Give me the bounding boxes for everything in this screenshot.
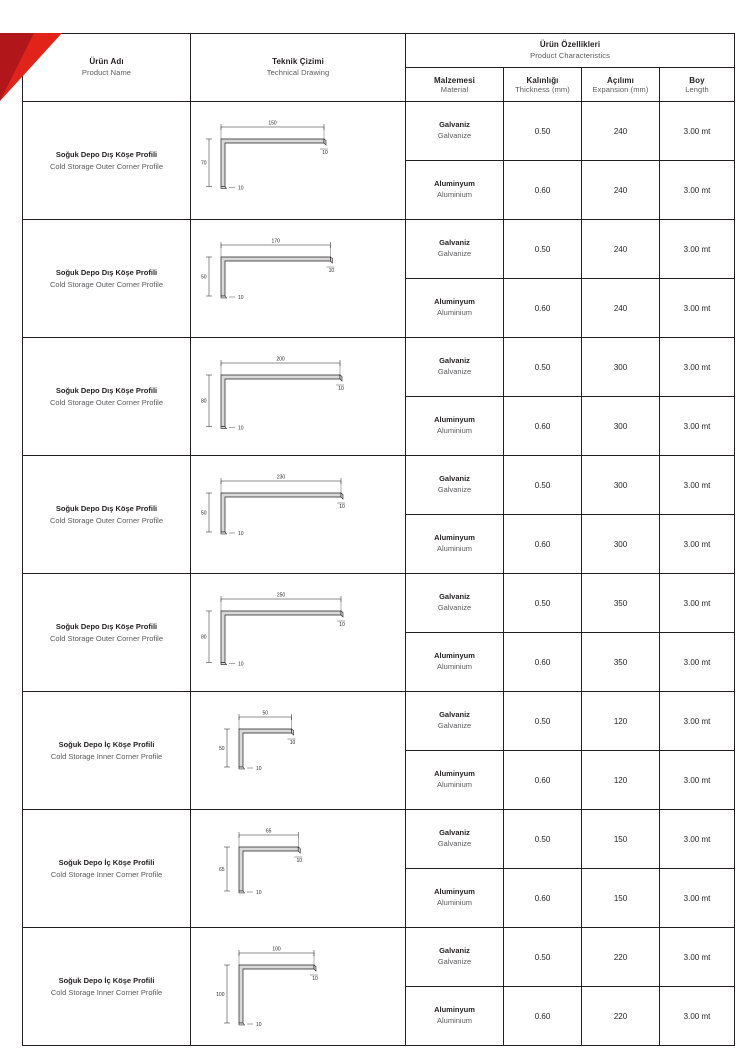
material-label-en: Aluminium (436, 190, 472, 199)
material-cell (406, 515, 504, 574)
product-name-cell (23, 692, 191, 810)
header-material-en: Material (440, 84, 469, 94)
table-row (23, 102, 735, 161)
header-length (660, 68, 735, 102)
svg-text:10: 10 (238, 530, 244, 537)
material-cell (406, 102, 504, 161)
length-value: 3.00 mt (660, 397, 735, 456)
expansion-value: 350 (582, 633, 660, 692)
header-thickness (504, 68, 582, 102)
product-name-tr: Soğuk Depo Dış Köşe Profili (55, 622, 158, 632)
material-cell (406, 692, 504, 751)
table-row (23, 810, 735, 869)
material-cell (406, 633, 504, 692)
thickness-value: 0.60 (504, 397, 582, 456)
product-name-en: Cold Storage Inner Corner Profile (50, 869, 163, 879)
expansion-value: 150 (582, 810, 660, 869)
product-name-tr: Soğuk Depo Dış Köşe Profili (55, 268, 158, 278)
material-cell (406, 810, 504, 869)
header-length-tr: Boy (689, 75, 705, 85)
thickness-value: 0.60 (504, 161, 582, 220)
thickness-value: 0.60 (504, 279, 582, 338)
thickness-value: 0.50 (504, 220, 582, 279)
expansion-value: 220 (582, 987, 660, 1046)
product-name-tr: Soğuk Depo İç Köşe Profili (58, 740, 155, 750)
red-corner-decoration (0, 33, 62, 101)
product-specifications-table (22, 33, 735, 1046)
header-technical-drawing (191, 34, 406, 102)
svg-text:150: 150 (268, 120, 277, 126)
svg-text:10: 10 (322, 149, 328, 156)
table-body (23, 102, 735, 1046)
header-characteristics-tr: Ürün Özellikleri (539, 40, 601, 50)
product-name-tr: Soğuk Depo İç Köşe Profili (58, 858, 155, 868)
thickness-value: 0.60 (504, 515, 582, 574)
material-label-en: Galvanize (437, 249, 472, 258)
svg-text:100: 100 (272, 946, 281, 952)
svg-text:250: 250 (276, 592, 286, 598)
length-value: 3.00 mt (660, 161, 735, 220)
material-label-tr: Aluminyum (434, 887, 475, 897)
profile-drawing (191, 457, 404, 573)
material-label-tr: Galvaniz (439, 356, 470, 366)
expansion-value: 300 (582, 338, 660, 397)
material-label-tr: Aluminyum (434, 769, 475, 779)
profile-drawing (191, 575, 404, 691)
length-value: 3.00 mt (660, 456, 735, 515)
svg-text:10: 10 (338, 385, 344, 392)
header-characteristics-en: Product Characteristics (530, 50, 610, 60)
header-material (406, 68, 504, 102)
product-name-en: Cold Storage Outer Corner Profile (50, 161, 163, 171)
svg-text:10: 10 (256, 765, 262, 772)
product-name-en: Cold Storage Outer Corner Profile (50, 279, 163, 289)
material-label-tr: Aluminyum (434, 297, 475, 307)
material-label-en: Aluminium (436, 780, 472, 789)
material-label-tr: Galvaniz (439, 946, 470, 956)
svg-text:10: 10 (328, 267, 335, 274)
material-label-en: Aluminium (436, 426, 472, 435)
material-cell (406, 928, 504, 987)
svg-text:80: 80 (200, 398, 207, 405)
expansion-value: 150 (582, 869, 660, 928)
expansion-value: 350 (582, 574, 660, 633)
product-name-cell (23, 456, 191, 574)
red-triangle-dark (0, 33, 34, 101)
header-expansion (582, 68, 660, 102)
material-cell (406, 397, 504, 456)
product-name-tr: Soğuk Depo Dış Köşe Profili (55, 386, 158, 396)
material-cell (406, 279, 504, 338)
length-value: 3.00 mt (660, 751, 735, 810)
expansion-value: 120 (582, 692, 660, 751)
material-label-en: Galvanize (437, 485, 472, 494)
svg-text:10: 10 (238, 425, 244, 432)
header-product-characteristics (406, 34, 735, 68)
expansion-value: 220 (582, 928, 660, 987)
material-label-tr: Galvaniz (439, 120, 470, 130)
thickness-value: 0.50 (504, 810, 582, 869)
product-name-en: Cold Storage Outer Corner Profile (50, 397, 163, 407)
profile-drawing (191, 929, 404, 1045)
header-product-name-tr: Ürün Adı (89, 57, 124, 67)
expansion-value: 120 (582, 751, 660, 810)
svg-text:10: 10 (339, 503, 345, 510)
material-label-tr: Galvaniz (439, 710, 470, 720)
material-cell (406, 751, 504, 810)
length-value: 3.00 mt (660, 279, 735, 338)
header-technical-drawing-en: Technical Drawing (266, 67, 330, 77)
expansion-value: 240 (582, 279, 660, 338)
svg-text:10: 10 (312, 975, 318, 982)
table-row (23, 220, 735, 279)
technical-drawing-cell (191, 338, 406, 456)
technical-drawing-cell (191, 692, 406, 810)
expansion-value: 240 (582, 161, 660, 220)
svg-text:10: 10 (256, 889, 262, 896)
expansion-value: 300 (582, 456, 660, 515)
header-thickness-en: Thickness (mm) (515, 84, 570, 94)
length-value: 3.00 mt (660, 515, 735, 574)
table-row (23, 928, 735, 987)
svg-text:10: 10 (339, 621, 345, 628)
product-name-en: Cold Storage Inner Corner Profile (50, 987, 163, 997)
material-label-en: Aluminium (436, 662, 472, 671)
technical-drawing-cell (191, 456, 406, 574)
header-length-en: Length (685, 84, 709, 94)
product-name-en: Cold Storage Outer Corner Profile (50, 515, 163, 525)
material-label-en: Aluminium (436, 898, 472, 907)
product-name-cell (23, 338, 191, 456)
expansion-value: 240 (582, 220, 660, 279)
product-name-tr: Soğuk Depo Dış Köşe Profili (55, 504, 158, 514)
table-row (23, 574, 735, 633)
length-value: 3.00 mt (660, 869, 735, 928)
product-name-en: Cold Storage Outer Corner Profile (50, 633, 163, 643)
length-value: 3.00 mt (660, 928, 735, 987)
thickness-value: 0.50 (504, 928, 582, 987)
material-label-tr: Galvaniz (439, 592, 470, 602)
length-value: 3.00 mt (660, 633, 735, 692)
svg-text:10: 10 (256, 1021, 262, 1028)
header-row-top (23, 34, 735, 68)
product-name-cell (23, 810, 191, 928)
svg-text:10: 10 (238, 294, 244, 301)
material-cell (406, 220, 504, 279)
product-name-cell (23, 574, 191, 692)
header-expansion-en: Expansion (mm) (592, 84, 649, 94)
table-row (23, 456, 735, 515)
material-label-tr: Galvaniz (439, 238, 470, 248)
length-value: 3.00 mt (660, 102, 735, 161)
svg-text:10: 10 (296, 857, 303, 864)
svg-text:70: 70 (200, 160, 207, 166)
technical-drawing-cell (191, 220, 406, 338)
technical-drawing-cell (191, 928, 406, 1046)
header-product-name-en: Product Name (81, 67, 132, 77)
thickness-value: 0.60 (504, 751, 582, 810)
svg-text:10: 10 (238, 184, 244, 191)
svg-text:50: 50 (200, 273, 207, 280)
material-cell (406, 456, 504, 515)
expansion-value: 300 (582, 397, 660, 456)
product-name-cell (23, 220, 191, 338)
header-thickness-tr: Kalınlığı (526, 75, 559, 85)
material-cell (406, 574, 504, 633)
product-name-tr: Soğuk Depo İç Köşe Profili (58, 976, 155, 986)
material-cell (406, 869, 504, 928)
thickness-value: 0.50 (504, 102, 582, 161)
technical-drawing-cell (191, 810, 406, 928)
svg-text:50: 50 (218, 745, 225, 752)
material-label-en: Aluminium (436, 1016, 472, 1025)
material-label-en: Galvanize (437, 131, 472, 140)
svg-text:10: 10 (289, 739, 296, 746)
material-label-en: Galvanize (437, 957, 472, 966)
profile-drawing (191, 811, 404, 927)
svg-text:50: 50 (200, 509, 207, 516)
thickness-value: 0.60 (504, 987, 582, 1046)
material-label-en: Aluminium (436, 544, 472, 553)
technical-drawing-cell (191, 574, 406, 692)
expansion-value: 300 (582, 515, 660, 574)
profile-drawing (191, 221, 404, 337)
product-name-en: Cold Storage Inner Corner Profile (50, 751, 163, 761)
material-label-tr: Aluminyum (434, 651, 475, 661)
length-value: 3.00 mt (660, 338, 735, 397)
material-label-en: Galvanize (437, 721, 472, 730)
material-label-tr: Galvaniz (439, 474, 470, 484)
svg-text:200: 200 (276, 356, 285, 362)
material-label-en: Galvanize (437, 839, 472, 848)
product-name-cell (23, 102, 191, 220)
header-material-tr: Malzemesi (434, 75, 475, 85)
table-row (23, 338, 735, 397)
material-label-tr: Galvaniz (439, 828, 470, 838)
length-value: 3.00 mt (660, 220, 735, 279)
thickness-value: 0.50 (504, 574, 582, 633)
length-value: 3.00 mt (660, 987, 735, 1046)
material-label-en: Aluminium (436, 308, 472, 317)
svg-text:170: 170 (271, 238, 280, 244)
material-cell (406, 161, 504, 220)
svg-text:80: 80 (200, 634, 207, 641)
technical-drawing-cell (191, 102, 406, 220)
material-label-tr: Aluminyum (434, 179, 475, 189)
table-header (23, 34, 735, 102)
thickness-value: 0.60 (504, 633, 582, 692)
table-row (23, 692, 735, 751)
material-label-en: Galvanize (437, 367, 472, 376)
svg-text:100: 100 (216, 991, 225, 998)
material-label-tr: Aluminyum (434, 533, 475, 543)
length-value: 3.00 mt (660, 692, 735, 751)
header-technical-drawing-tr: Teknik Çizimi (272, 57, 324, 67)
header-expansion-tr: Açılımı (607, 75, 634, 85)
product-name-tr: Soğuk Depo Dış Köşe Profili (55, 150, 158, 160)
product-name-cell (23, 928, 191, 1046)
svg-text:50: 50 (262, 710, 269, 716)
svg-text:65: 65 (265, 828, 272, 834)
svg-text:10: 10 (238, 661, 244, 668)
expansion-value: 240 (582, 102, 660, 161)
profile-drawing (191, 339, 404, 455)
length-value: 3.00 mt (660, 810, 735, 869)
profile-drawing (191, 693, 404, 809)
thickness-value: 0.50 (504, 692, 582, 751)
material-label-tr: Aluminyum (434, 415, 475, 425)
thickness-value: 0.50 (504, 338, 582, 397)
material-cell (406, 338, 504, 397)
material-cell (406, 987, 504, 1046)
material-label-en: Galvanize (437, 603, 472, 612)
profile-drawing (191, 103, 404, 219)
thickness-value: 0.60 (504, 869, 582, 928)
svg-text:65: 65 (218, 866, 225, 873)
thickness-value: 0.50 (504, 456, 582, 515)
length-value: 3.00 mt (660, 574, 735, 633)
svg-text:230: 230 (276, 474, 286, 480)
material-label-tr: Aluminyum (434, 1005, 475, 1015)
